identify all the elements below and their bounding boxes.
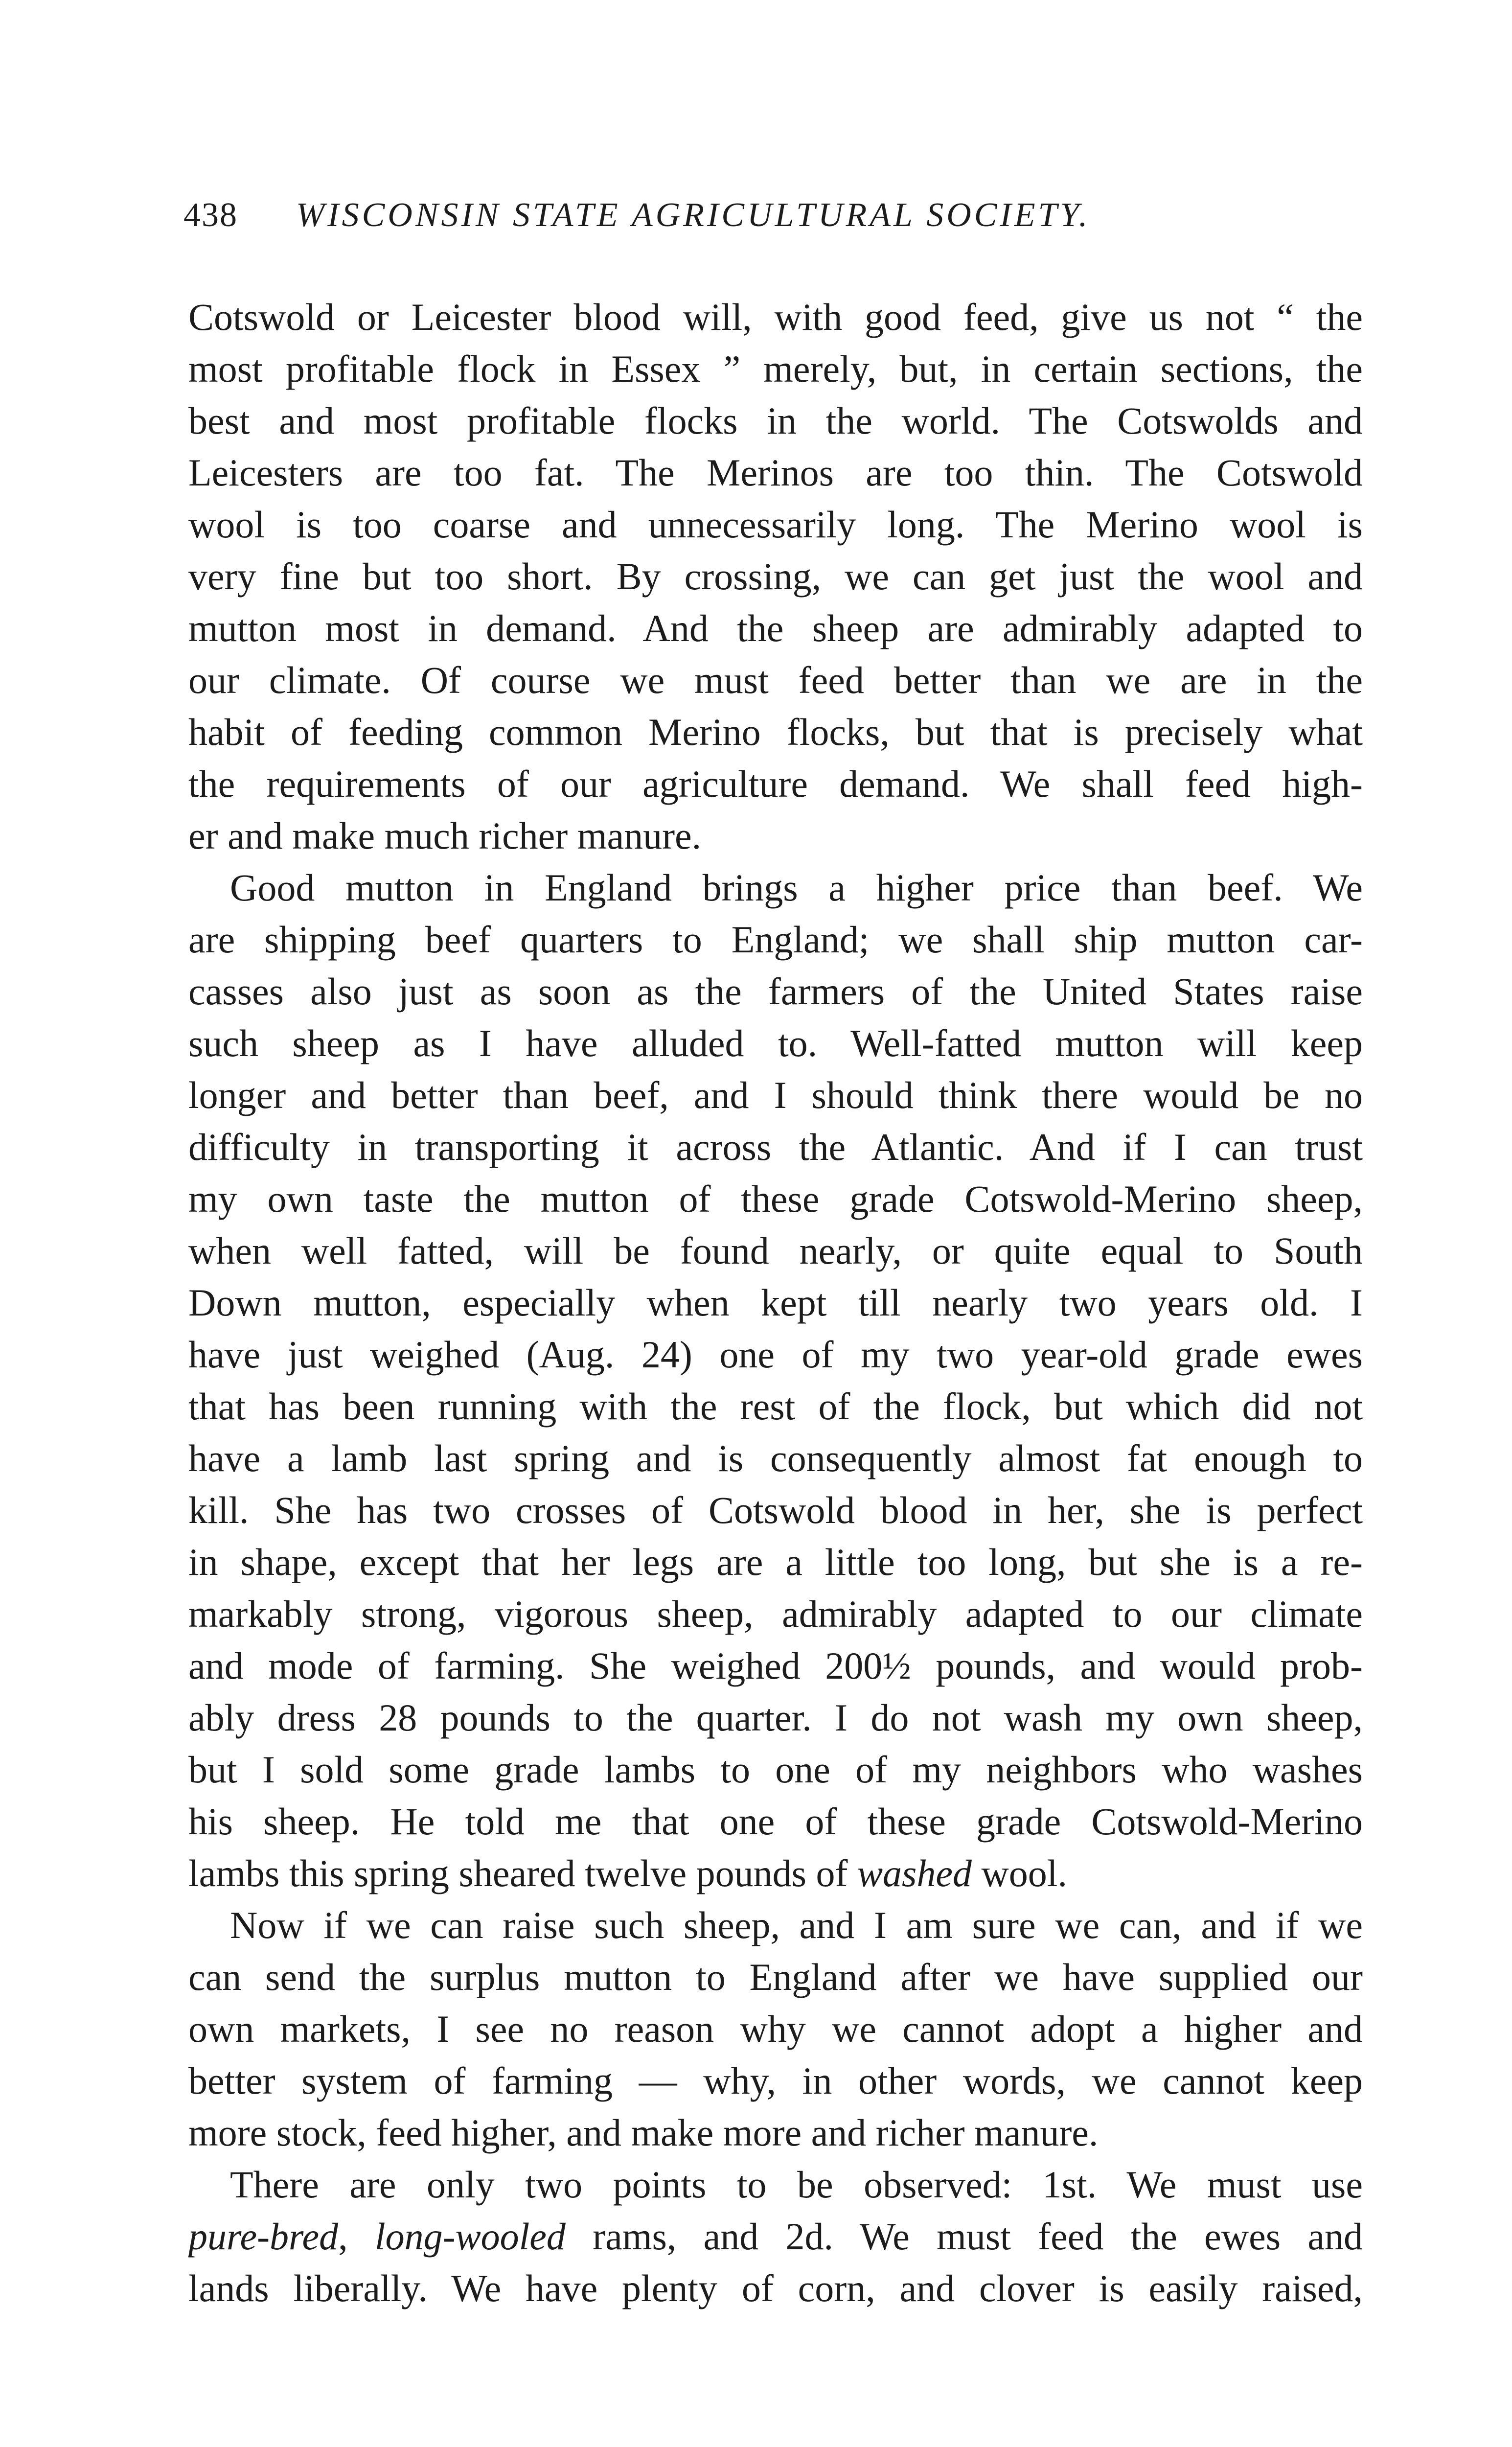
text-line: can send the surplus mutton to England after we have supplied our <box>188 1956 1363 1998</box>
text-line: kill. She has two crosses of Cotswold blood in her, she is perfect <box>188 1489 1363 1531</box>
text-line: better system of farming — why, in other words, we cannot keep <box>188 2059 1363 2102</box>
text-line: habit of feeding common Merino flocks, but that is precisely what <box>188 711 1363 753</box>
text-line: his sheep. He told me that one of these grade Cotswold-Merino <box>188 1800 1363 1843</box>
text-line: Good mutton in England brings a higher price than beef. We <box>230 866 1363 909</box>
text-line: in shape, except that her legs are a little too long, but she is a re- <box>188 1541 1363 1583</box>
text-line: own markets, I see no reason why we cannot adopt a higher and <box>188 2008 1363 2050</box>
text-run: rams, and 2d. We must feed the ewes and <box>565 2215 1363 2258</box>
text-line: have a lamb last spring and is consequently almost fat enough to <box>188 1437 1363 1479</box>
text-run: , <box>338 2215 375 2258</box>
body-text <box>188 291 1363 2314</box>
text-line: mutton most in demand. And the sheep are admirably adapted to <box>188 607 1363 649</box>
text-line: Leicesters are too fat. The Merinos are too thin. The Cotswold <box>188 451 1363 494</box>
text-line: markably strong, vigorous sheep, admirably adapted to our climate <box>188 1593 1363 1635</box>
text-run: wool. <box>971 1852 1067 1894</box>
text-line: difficulty in transporting it across the Atlantic. And if I can trust <box>188 1126 1363 1168</box>
running-title: WISCONSIN STATE AGRICULTURAL SOCIETY. <box>296 196 1091 234</box>
paragraph-2 <box>188 862 1363 1899</box>
text-line: are shipping beef quarters to England; we shall ship mutton car- <box>188 918 1363 961</box>
text-line: that has been running with the rest of the flock, but which did not <box>188 1385 1363 1428</box>
text-line: lands liberally. We have plenty of corn, and clover is easily raised, <box>188 2267 1363 2309</box>
text-line: Cotswold or Leicester blood will, with good feed, give us not “ the <box>188 296 1363 338</box>
paragraph-3 <box>188 1899 1363 2159</box>
text-line: have just weighed (Aug. 24) one of my two year-old grade ewes <box>188 1333 1363 1376</box>
text-line: the requirements of our agriculture demand. We shall feed high- <box>188 762 1363 805</box>
text-line: but I sold some grade lambs to one of my neighbors who washes <box>188 1748 1363 1791</box>
text-line <box>188 1847 1363 1899</box>
text-line: my own taste the mutton of these grade Cotswold-Merino sheep, <box>188 1177 1363 1220</box>
text-line: more stock, feed higher, and make more and richer manure. <box>188 2111 1099 2154</box>
text-run: lambs this spring sheared twelve pounds of <box>188 1852 857 1894</box>
text-line: and mode of farming. She weighed 200½ pounds, and would prob- <box>188 1644 1363 1687</box>
text-line: when well fatted, will be found nearly, or quite equal to South <box>188 1229 1363 1272</box>
text-line: such sheep as I have alluded to. Well-fatted mutton will keep <box>188 1022 1363 1064</box>
text-line: Down mutton, especially when kept till nearly two years old. I <box>188 1281 1363 1324</box>
running-head <box>183 188 1358 242</box>
text-line <box>188 2211 1363 2262</box>
text-line: best and most profitable flocks in the world. The Cotswolds and <box>188 399 1363 442</box>
page-number: 438 <box>183 196 238 234</box>
text-line: most profitable flock in Essex ” merely, but, in certain sections, the <box>188 347 1363 390</box>
text-line: er and make much richer manure. <box>188 814 702 857</box>
text-line: ably dress 28 pounds to the quarter. I do not wash my own sheep, <box>188 1696 1363 1739</box>
text-line: wool is too coarse and unnecessarily long. The Merino wool is <box>188 503 1363 546</box>
paragraph-4 <box>188 2159 1363 2314</box>
emphasis-long-wooled: long-wooled <box>374 2215 566 2258</box>
text-line: There are only two points to be observed: 1st. We must use <box>230 2163 1363 2206</box>
text-line: very fine but too short. By crossing, we can get just the wool and <box>188 555 1363 598</box>
paragraph-1 <box>188 291 1363 862</box>
emphasis-washed: washed <box>857 1852 972 1894</box>
emphasis-pure-bred: pure-bred <box>188 2215 339 2258</box>
text-line: our climate. Of course we must feed better than we are in the <box>188 659 1363 701</box>
text-line: casses also just as soon as the farmers of the United States raise <box>188 970 1363 1013</box>
text-line: longer and better than beef, and I should think there would be no <box>188 1074 1363 1116</box>
text-line: Now if we can raise such sheep, and I am sure we can, and if we <box>230 1904 1363 1946</box>
